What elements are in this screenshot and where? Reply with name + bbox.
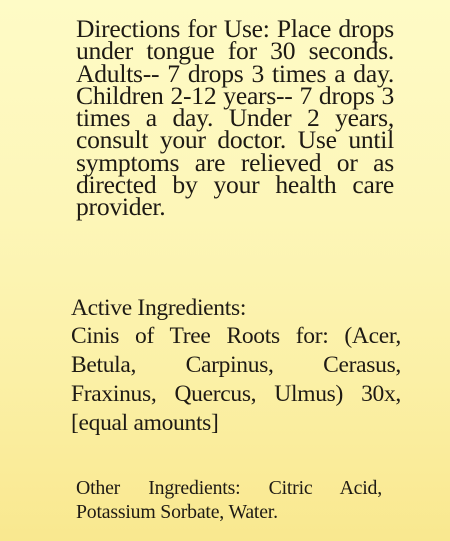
other-ingredients-text: Other Ingredients: Citric Acid, Potassium Sorbate, Water. [76,477,382,523]
directions-text: Directions for Use: Place drops under tongue for 30 seconds. Adults-- 7 drops 3 times a day. Children 2-12 years-- 7 drops 3 times a day. Under 2 years, consult your doctor. Use until symptoms are relieved or as directed by your health care provider. [76,14,394,222]
active-ingredients-heading: Active Ingredients: [71,295,247,321]
active-ingredients-text: Cinis of Tree Roots for: (Acer, Betula, Carpinus, Cerasus, Fraxinus, Quercus, Ulmus) 30x, [equal amounts] [71,323,401,436]
